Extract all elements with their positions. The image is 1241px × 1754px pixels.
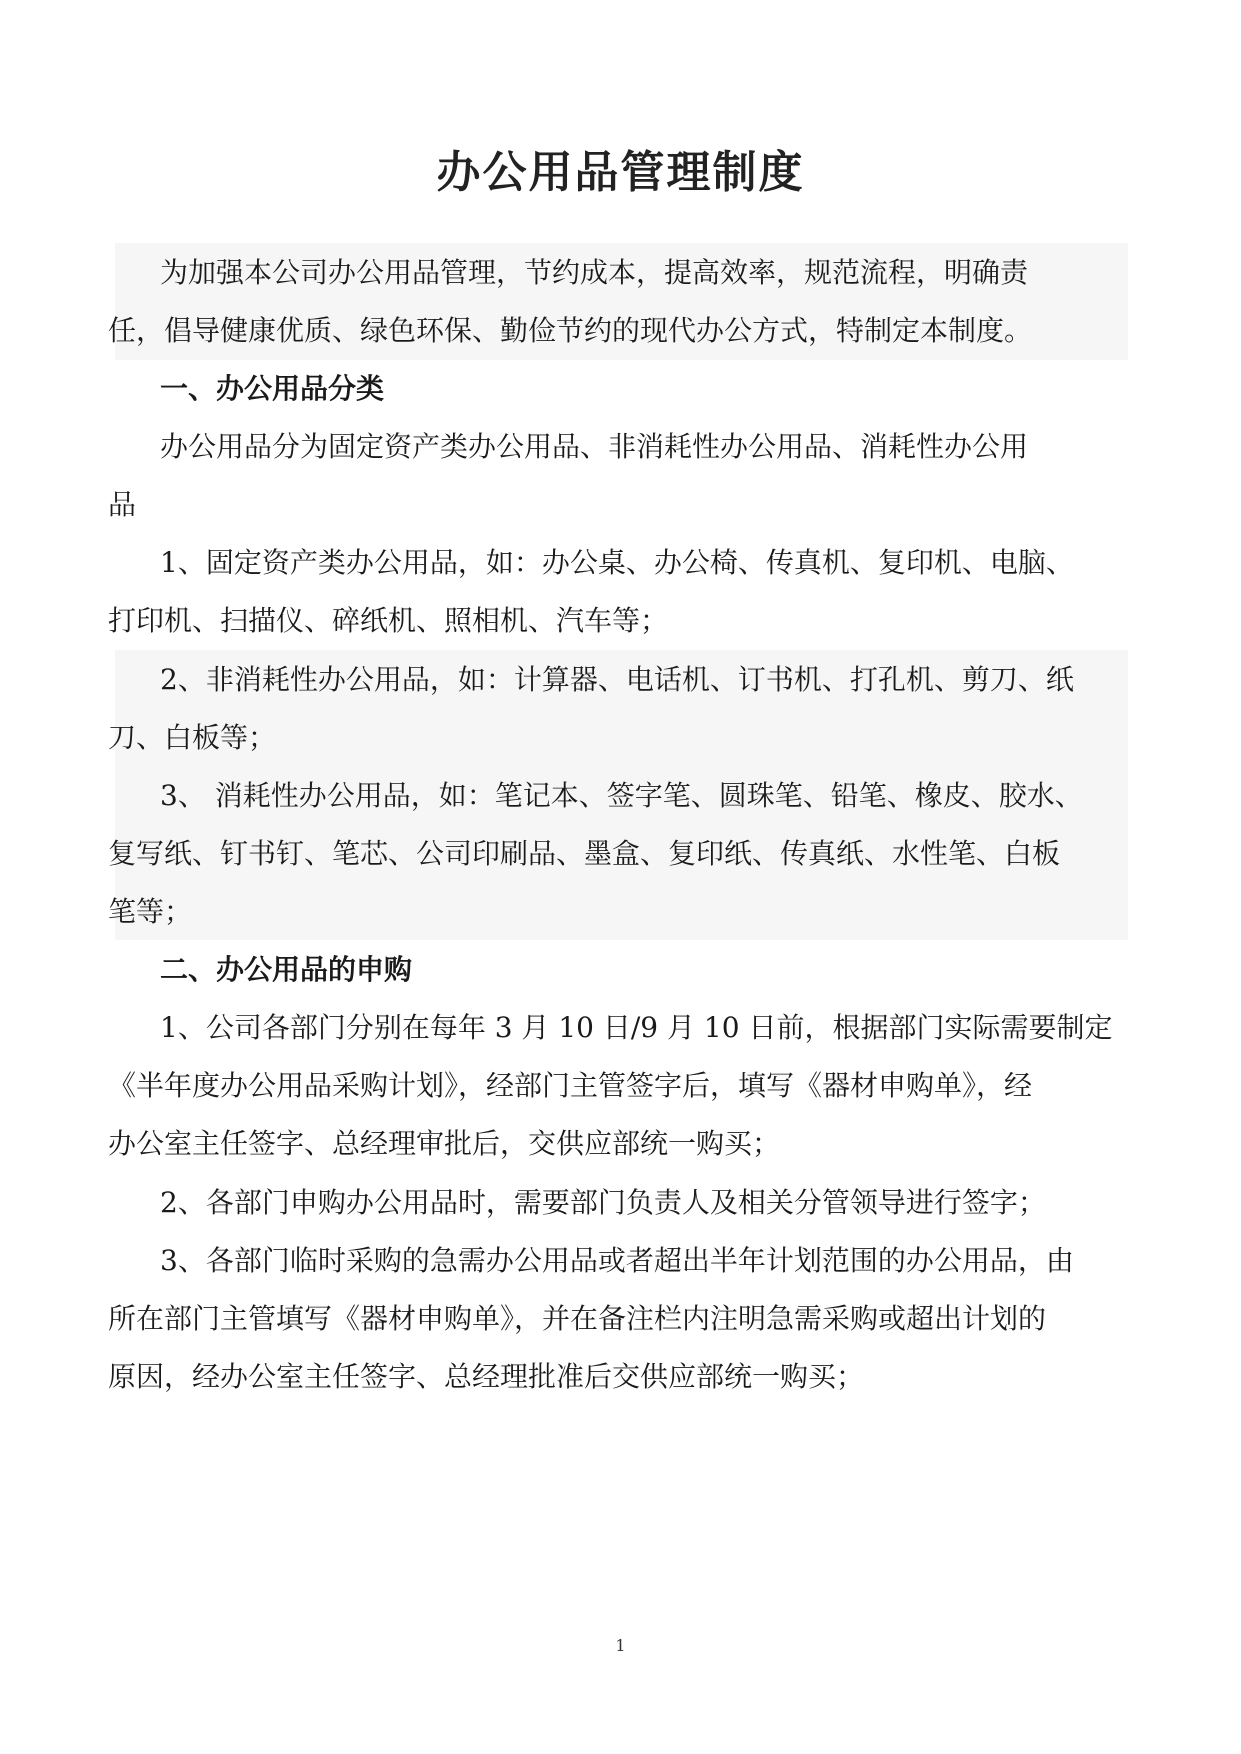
intro-line-2: 任，倡导健康优质、绿色环保、勤俭节约的现代办公方式，特制定本制度。 bbox=[108, 314, 1033, 347]
section1-item2-line-1: 2、非消耗性办公用品，如：计算器、电话机、订书机、打孔机、剪刀、纸 bbox=[160, 663, 1074, 696]
section1-item1-line-1: 1、固定资产类办公用品，如：办公桌、办公椅、传真机、复印机、电脑、 bbox=[160, 546, 1074, 579]
page-number: 1 bbox=[615, 1636, 626, 1655]
section2-item1-line-1: 1、公司各部门分别在每年 3 月 10 日/9 月 10 日前，根据部门实际需要制定 bbox=[160, 1011, 1113, 1044]
section1-heading: 一、办公用品分类 bbox=[160, 372, 385, 405]
intro-line-1: 为加强本公司办公用品管理，节约成本，提高效率，规范流程，明确责 bbox=[160, 256, 1029, 289]
section2-item1-line-2: 《半年度办公用品采购计划》，经部门主管签字后，填写《器材申购单》，经 bbox=[108, 1069, 1033, 1102]
section1-item2-line-2: 刀、白板等； bbox=[108, 721, 277, 754]
section1-item3-line-3: 笔等； bbox=[108, 895, 193, 928]
section2-item3-line-2: 所在部门主管填写《器材申购单》，并在备注栏内注明急需采购或超出计划的 bbox=[108, 1302, 1047, 1335]
section1-item3-line-2: 复写纸、钉书钉、笔芯、公司印刷品、墨盒、复印纸、传真纸、水性笔、白板 bbox=[108, 837, 1061, 870]
section1-para-line-1: 办公用品分为固定资产类办公用品、非消耗性办公用品、消耗性办公用 bbox=[160, 430, 1029, 463]
section2-item2-line-1: 2、各部门申购办公用品时，需要部门负责人及相关分管领导进行签字； bbox=[160, 1186, 1046, 1219]
section1-item1-line-2: 打印机、扫描仪、碎纸机、照相机、汽车等； bbox=[108, 604, 669, 637]
section1-item3-line-1: 3、 消耗性办公用品，如：笔记本、签字笔、圆珠笔、铅笔、橡皮、胶水、 bbox=[160, 779, 1083, 812]
section2-item3-line-1: 3、各部门临时采购的急需办公用品或者超出半年计划范围的办公用品，由 bbox=[160, 1244, 1074, 1277]
section2-item1-line-3: 办公室主任签字、总经理审批后，交供应部统一购买； bbox=[108, 1127, 781, 1160]
document-title: 办公用品管理制度 bbox=[436, 147, 805, 198]
section2-heading: 二、办公用品的申购 bbox=[160, 953, 413, 986]
section2-item3-line-3: 原因，经办公室主任签字、总经理批准后交供应部统一购买； bbox=[108, 1360, 865, 1393]
section1-para-line-2: 品 bbox=[108, 488, 137, 521]
